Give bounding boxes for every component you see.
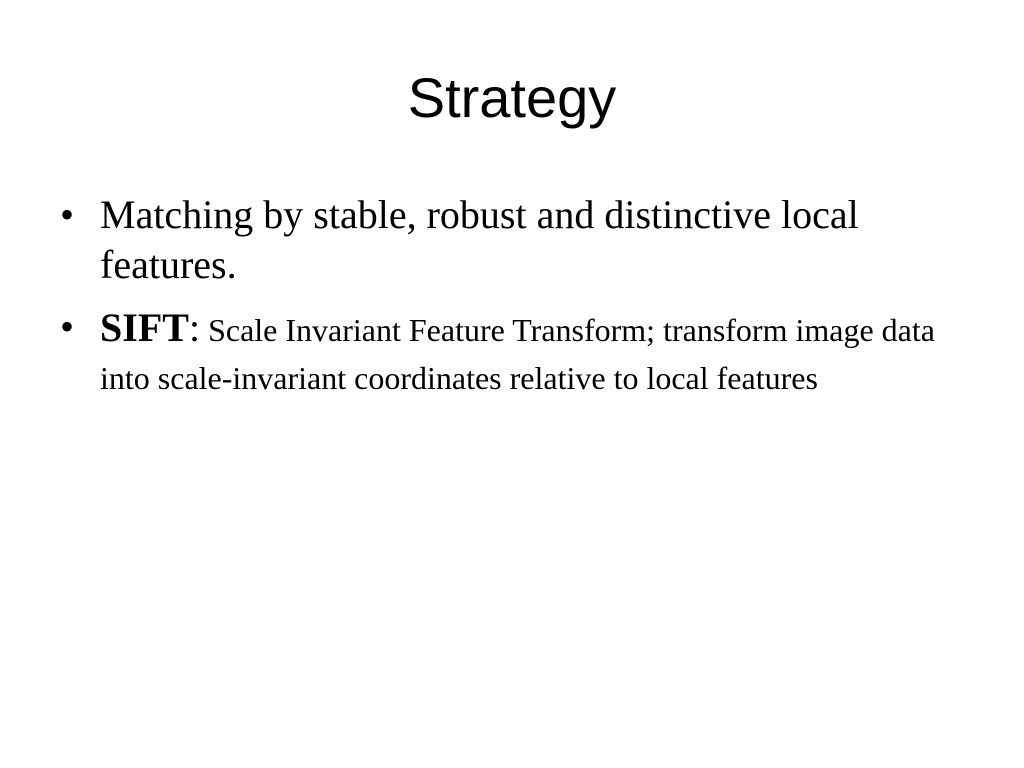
slide-title: Strategy bbox=[407, 66, 617, 129]
bullet-text: Matching by stable, robust and distinctive local features. bbox=[100, 192, 859, 287]
sift-term: SIFT bbox=[100, 305, 189, 350]
bullet-dot-icon: • bbox=[60, 304, 75, 349]
bullet-text bbox=[100, 305, 935, 396]
bullet-item bbox=[56, 304, 976, 402]
term-colon: : bbox=[188, 305, 201, 350]
bullet-dot-icon: • bbox=[60, 192, 75, 237]
bullet-list bbox=[56, 190, 976, 412]
sift-definition: Scale Invariant Feature Transform; transform image data into scale-invariant coordinates relative to local features bbox=[100, 312, 935, 396]
bullet-item bbox=[56, 190, 976, 290]
